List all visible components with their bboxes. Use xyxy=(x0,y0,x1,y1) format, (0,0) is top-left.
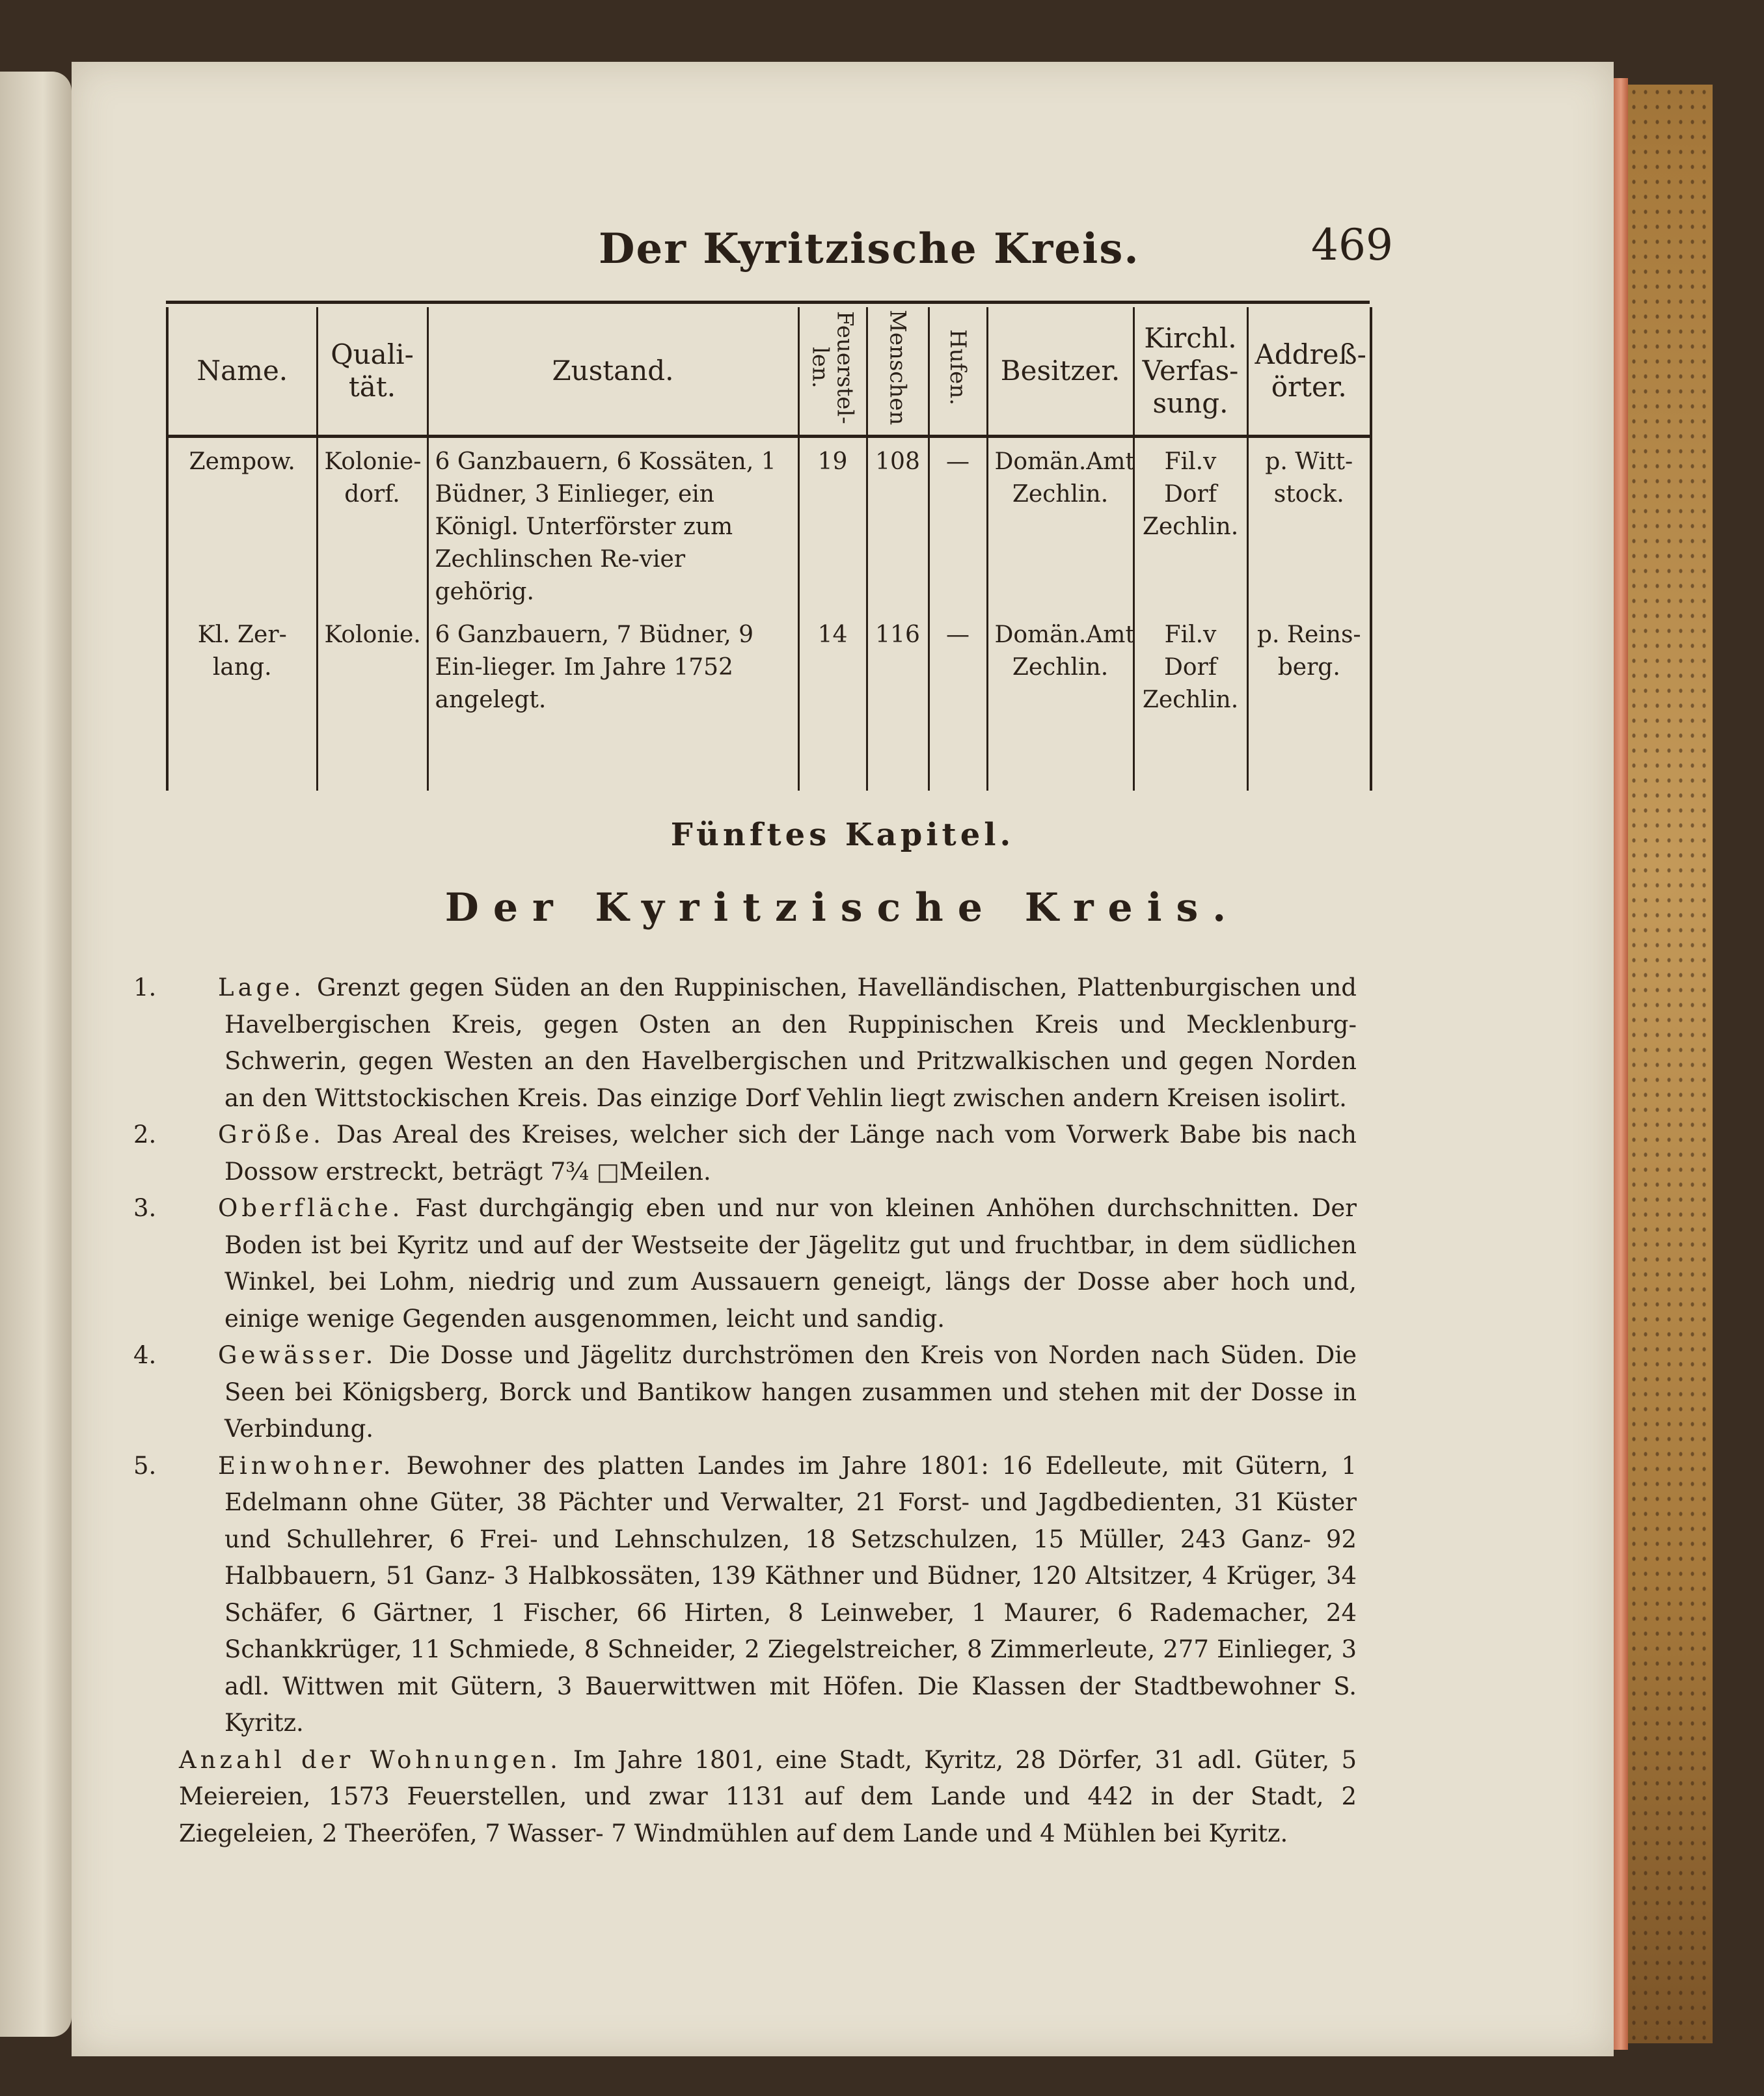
cell-hufen: — xyxy=(929,437,987,612)
facing-page-edge xyxy=(0,72,72,2037)
cell-menschen: 116 xyxy=(867,611,929,791)
section-number: 2. xyxy=(133,1121,157,1149)
header-hufen-label: Hufen. xyxy=(945,329,971,406)
section-einwohner xyxy=(133,1448,1357,1742)
cell-name: Kl. Zer-lang. xyxy=(167,611,317,791)
header-feuerstellen-label: Feuerstel-len. xyxy=(807,310,858,424)
section-gewaesser xyxy=(133,1337,1357,1448)
cell-address: p. Witt-stock. xyxy=(1247,437,1371,612)
section-number: 4. xyxy=(133,1341,157,1369)
cell-feuerstellen: 19 xyxy=(798,437,867,612)
section-heading: Lage. xyxy=(218,973,305,1001)
header-feuerstellen xyxy=(798,307,867,437)
header-kirchl: Kirchl. Verfas-sung. xyxy=(1133,307,1247,437)
body-text xyxy=(133,970,1357,1852)
section-lage xyxy=(133,970,1357,1117)
section-number: 5. xyxy=(133,1451,157,1480)
section-text: Grenzt gegen Süden an den Ruppinischen, Havelländischen, Plattenburgischen und Havelbergischen Kreis, gegen Osten an den Ruppinischen Kreis und Mecklenburg-Schwerin, gegen Westen an den Havelbergischen und Pritzwalkischen und gegen Norden an den Wittstockischen Kreis. Das einzige Dorf Vehlin liegt zwischen andern Kreisen isolirt. xyxy=(224,973,1357,1112)
header-menschen xyxy=(867,307,929,437)
table-top-rule xyxy=(166,301,1370,304)
section-text: Fast durchgängig eben und nur von kleinen Anhöhen durchschnitten. Der Boden ist bei Kyritz und auf der Westseite der Jägelitz gut und fruchtbar, in dem südlichen Winkel, bei Lohm, niedrig und zum Aussauern geneigt, längs der Dosse aber hoch und, einige wenige Gegenden ausgenommen, leicht und sandig. xyxy=(224,1194,1357,1333)
chapter-number: Fünftes Kapitel. xyxy=(670,817,1015,853)
section-text: Die Dosse und Jägelitz durchströmen den Kreis von Norden nach Süden. Die Seen bei Königsberg, Borck und Bantikow hangen zusammen und stehen mit der Dosse in Verbindung. xyxy=(224,1341,1357,1443)
page-edge-red xyxy=(1614,78,1628,2050)
section-text: Das Areal des Kreises, welcher sich der Länge nach vom Vorwerk Babe bis nach Dossow erstreckt, beträgt 7¾ □Meilen. xyxy=(224,1121,1357,1186)
cell-menschen: 108 xyxy=(867,437,929,612)
cell-kirchl: Fil.v Dorf Zechlin. xyxy=(1133,611,1247,791)
section-groesse xyxy=(133,1117,1357,1190)
header-menschen-label: Menschen xyxy=(884,310,911,426)
table-row xyxy=(167,437,1371,612)
header-hufen xyxy=(929,307,987,437)
table-row xyxy=(167,611,1371,791)
table-header-row xyxy=(167,307,1371,437)
cell-qualitaet: Kolonie. xyxy=(317,611,427,791)
cell-besitzer: Domän.Amt Zechlin. xyxy=(987,437,1133,612)
page-number: 469 xyxy=(1311,220,1393,270)
section-heading: Anzahl der Wohnungen. xyxy=(179,1745,562,1774)
cell-hufen: — xyxy=(929,611,987,791)
section-text: Bewohner des platten Landes im Jahre 1801: 16 Edelleute, mit Gütern, 1 Edelmann ohne Güter, 38 Pächter und Verwalter, 21 Forst- und Jagdbedienten, 31 Küster und Schullehrer, 6 Frei- und Lehnschulzen, 18 Setzschulzen, 15 Müller, 243 Ganz- 92 Halbbauern, 51 Ganz- 3 Halbkossäten, 139 Käthner und Büdner, 120 Altsitzer, 4 Krüger, 34 Schäfer, 6 Gärtner, 1 Fischer, 66 Hirten, 8 Leinweber, 1 Maurer, 6 Rademacher, 24 Schankkrüger, 11 Schmiede, 8 Schneider, 2 Ziegelstreicher, 8 Zimmerleute, 277 Einlieger, 3 adl. Wittwen mit Gütern, 3 Bauerwittwen mit Höfen. Die Klassen der Stadtbewohner S. Kyritz. xyxy=(224,1451,1357,1737)
cell-zustand: 6 Ganzbauern, 7 Büdner, 9 Ein-lieger. Im Jahre 1752 angelegt. xyxy=(427,611,798,791)
section-wohnungen xyxy=(179,1742,1357,1853)
header-address: Addreß-örter. xyxy=(1247,307,1371,437)
section-heading: Einwohner. xyxy=(218,1451,395,1480)
section-heading: Oberfläche. xyxy=(218,1194,404,1222)
running-head: Der Kyritzische Kreis. xyxy=(599,225,1140,273)
section-number: 1. xyxy=(133,973,157,1001)
section-text: Im Jahre 1801, eine Stadt, Kyritz, 28 Dörfer, 31 adl. Güter, 5 Meiereien, 1573 Feuerstellen, und zwar 1131 auf dem Lande und 442 in der Stadt, 2 Ziegeleien, 2 Theeröfen, 7 Wasser- 7 Windmühlen auf dem Lande und 4 Mühlen bei Kyritz. xyxy=(179,1745,1357,1847)
chapter-title: Der Kyritzische Kreis. xyxy=(444,885,1241,931)
header-besitzer: Besitzer. xyxy=(987,307,1133,437)
section-heading: Größe. xyxy=(218,1121,325,1149)
header-zustand: Zustand. xyxy=(427,307,798,437)
section-oberflaeche xyxy=(133,1190,1357,1337)
cell-name: Zempow. xyxy=(167,437,317,612)
cell-feuerstellen: 14 xyxy=(798,611,867,791)
book-cover xyxy=(1628,85,1713,2043)
cell-qualitaet: Kolonie-dorf. xyxy=(317,437,427,612)
header-qualitaet: Quali-tät. xyxy=(317,307,427,437)
section-number: 3. xyxy=(133,1194,157,1222)
cell-zustand: 6 Ganzbauern, 6 Kossäten, 1 Büdner, 3 Einlieger, ein Königl. Unterförster zum Zechlinschen Re-vier gehörig. xyxy=(427,437,798,612)
cell-besitzer: Domän.Amt Zechlin. xyxy=(987,611,1133,791)
village-table xyxy=(166,307,1372,791)
cell-address: p. Reins-berg. xyxy=(1247,611,1371,791)
header-name: Name. xyxy=(167,307,317,437)
section-heading: Gewässer. xyxy=(218,1341,377,1369)
cell-kirchl: Fil.v Dorf Zechlin. xyxy=(1133,437,1247,612)
